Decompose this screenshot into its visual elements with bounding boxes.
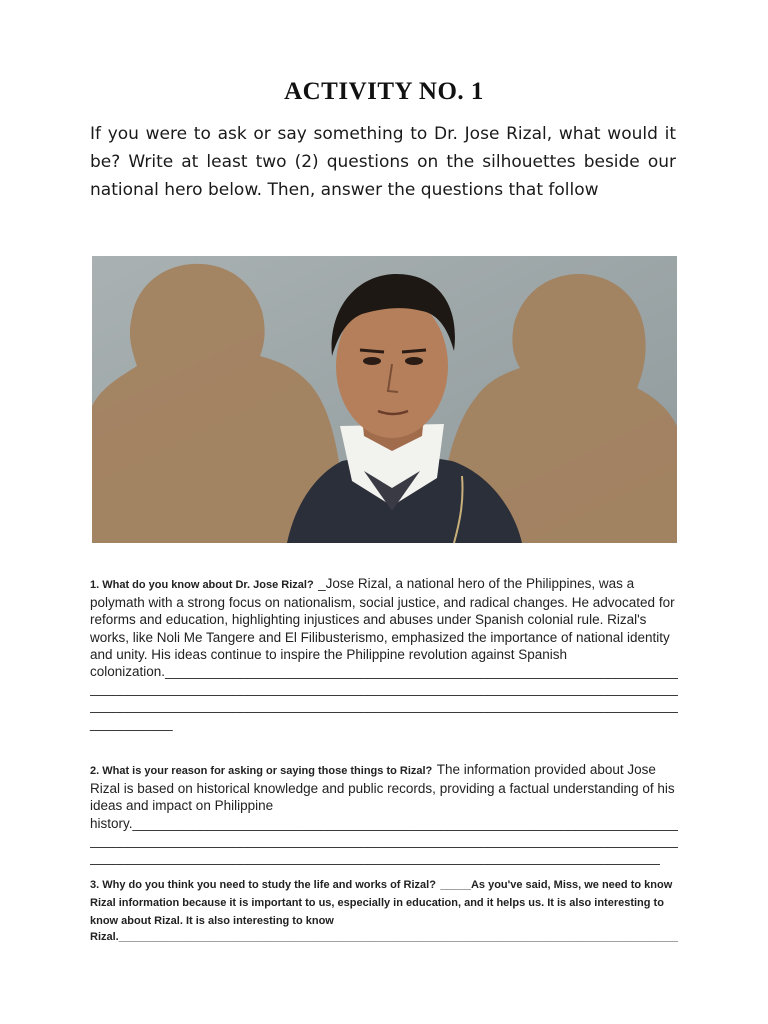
question-1-label: 1. What do you know about Dr. Jose Rizal? <box>90 579 314 591</box>
answer-1-blank-line <box>90 680 678 697</box>
answer-2-blank-line <box>90 832 678 849</box>
answer-2-end: history. _____ <box>90 815 678 832</box>
rizal-silhouettes-image <box>92 256 677 543</box>
question-3-block <box>90 876 678 946</box>
answer-1-end: colonization. _____ <box>90 663 678 680</box>
answer-2-text: The information provided about Jose Rizal is based on historical knowledge and public records, providing a factual understanding of his ideas and impact on Philippine <box>90 762 675 814</box>
answer-1-blank-short: ___________ <box>90 715 173 731</box>
page-title: ACTIVITY NO. 1 <box>284 78 484 105</box>
instructions-paragraph: If you were to ask or say something to Dr. Jose Rizal, what would it be? Write at least two (2) questions on the silhouettes beside our national hero below. Then, answer the questions that follow <box>90 124 676 200</box>
answer-3-end: Rizal. _____ <box>90 929 678 946</box>
answer-1-text: _Jose Rizal, a national hero of the Philippines, was a polymath with a strong focus on nationalism, social justice, and radical changes. He advocated for reforms and education, highlighting injustices and abuses under Spanish colonial rule. Rizal's works, like Noli Me Tangere and El Filibusterismo, emphasized the importance of national identity and unity. His ideas continue to inspire the Philippine revolution against Spanish <box>90 576 675 662</box>
question-3-label: 3. Why do you think you need to study the life and works of Rizal? <box>90 879 436 891</box>
answer-2-blank-line <box>90 849 660 866</box>
question-2-block <box>90 761 678 866</box>
answer-1-blank-line <box>90 697 678 714</box>
question-2-label: 2. What is your reason for asking or saying those things to Rizal? <box>90 765 433 777</box>
answer-3-text: _____As you've said, Miss, we need to know Rizal information because it is important to us, especially in education, and it helps us. It is also interesting to know about Rizal. It is also interesting to know <box>90 879 673 927</box>
question-1-block <box>90 575 678 732</box>
